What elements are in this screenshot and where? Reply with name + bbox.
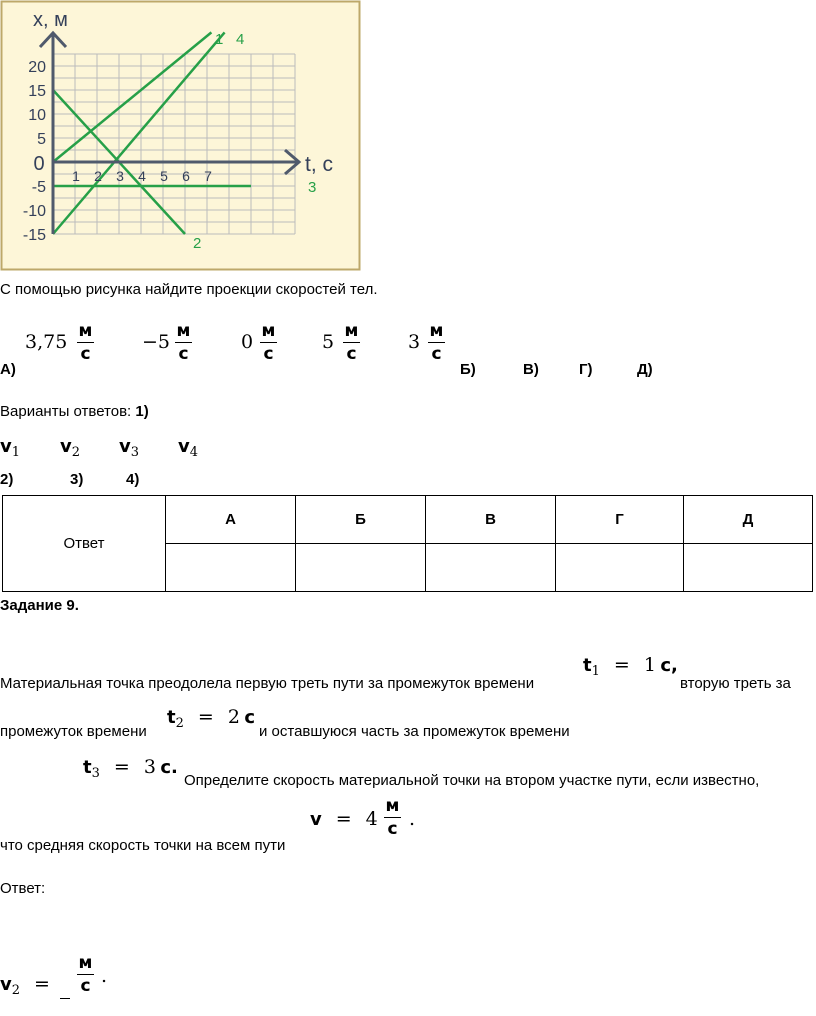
y-tick-label: 20 — [28, 59, 46, 76]
unit-fraction: м с — [429, 321, 444, 364]
formula-v2: $v_2$ = — [0, 973, 50, 998]
option-label-a: А) — [0, 361, 16, 378]
line-label-1: 1 — [215, 31, 224, 48]
line-label-3: 3 — [308, 179, 317, 196]
unit-fraction: м с — [385, 796, 400, 839]
velocity-value: 3 — [408, 331, 421, 353]
variant-label: 2) — [0, 471, 14, 488]
answer-row-header: Ответ — [3, 496, 166, 592]
task8-question: С помощью рисунка найдите проекции скоростей тел. — [0, 281, 378, 298]
formula-dot: . — [409, 808, 416, 830]
task9-line3: Определите скорость материальной точки на втором участке пути, если известно, — [184, 772, 760, 789]
x-tick-label: 7 — [204, 168, 212, 184]
x-tick-label: 1 — [72, 168, 80, 184]
task9-line1: Материальная точка преодолела первую треть пути за промежуток времени — [0, 675, 535, 692]
answer-table — [2, 495, 813, 592]
answer-cell-g[interactable] — [556, 544, 684, 592]
origin-label: 0 — [33, 153, 45, 175]
velocity-symbol: $v_1$ — [0, 436, 21, 460]
variant-label: 4) — [126, 471, 140, 488]
answer-blank[interactable] — [60, 998, 70, 999]
answer-cell-a[interactable] — [166, 544, 296, 592]
unit-fraction: м с — [78, 321, 93, 364]
formula-v: v = 4 — [310, 808, 378, 830]
unit-fraction: м с — [176, 321, 191, 364]
velocity-symbol: $v_3$ — [119, 436, 140, 460]
motion-graph — [0, 0, 362, 272]
y-tick-label: -5 — [31, 179, 46, 196]
answer-cell-d[interactable] — [684, 544, 813, 592]
x-tick-label: 4 — [138, 168, 146, 184]
x-tick-label: 2 — [94, 168, 102, 184]
formula-t2: $t_2 = 2$ с — [167, 706, 256, 731]
task9-line4: что средняя скорость точки на всем пути — [0, 837, 286, 854]
column-header: А — [166, 496, 296, 544]
velocity-symbol: $v_2$ — [60, 436, 81, 460]
option-label-g: Г) — [579, 361, 593, 378]
y-tick-label: 15 — [28, 83, 46, 100]
y-axis-label: x, м — [33, 9, 68, 31]
column-header: В — [426, 496, 556, 544]
answer-label: Ответ: — [0, 880, 46, 897]
velocity-value: 0 — [241, 331, 254, 353]
column-header: Б — [296, 496, 426, 544]
y-tick-label: 10 — [28, 107, 46, 124]
option-label-d: Д) — [637, 361, 653, 378]
unit-fraction: м с — [78, 953, 93, 996]
velocity-value: −5 — [142, 331, 171, 353]
variants-line: Варианты ответов: 1) — [0, 403, 149, 420]
column-header: Д — [684, 496, 813, 544]
task9-line2: промежуток времени — [0, 723, 147, 740]
formula-t3: $t_3 = 3$ с. — [83, 756, 178, 781]
velocity-symbol: $v_4$ — [178, 436, 199, 460]
y-tick-label: -15 — [22, 227, 46, 244]
task9-line1b: вторую треть за — [680, 675, 791, 692]
option-label-b: Б) — [460, 361, 476, 378]
y-tick-label: 5 — [37, 131, 46, 148]
unit-fraction: м с — [344, 321, 359, 364]
unit-fraction: м с — [261, 321, 276, 364]
velocity-value: 3,75 — [25, 331, 68, 353]
velocity-value: 5 — [322, 331, 335, 353]
formula-t1: $t_1 = 1$ с, — [583, 654, 678, 679]
task9-title: Задание 9. — [0, 597, 79, 614]
variant-label: 3) — [70, 471, 84, 488]
formula-dot: . — [101, 965, 108, 987]
x-tick-label: 5 — [160, 168, 168, 184]
option-label-v: В) — [523, 361, 539, 378]
task9-line2b: и оставшуюся часть за промежуток времени — [259, 723, 570, 740]
answer-cell-b[interactable] — [296, 544, 426, 592]
x-axis-label: t, с — [305, 153, 334, 176]
answer-cell-v[interactable] — [426, 544, 556, 592]
x-tick-label: 6 — [182, 168, 190, 184]
line-label-2: 2 — [193, 235, 202, 252]
x-tick-label: 3 — [116, 168, 124, 184]
column-header: Г — [556, 496, 684, 544]
line-label-4: 4 — [236, 31, 245, 48]
y-tick-label: -10 — [22, 203, 46, 220]
